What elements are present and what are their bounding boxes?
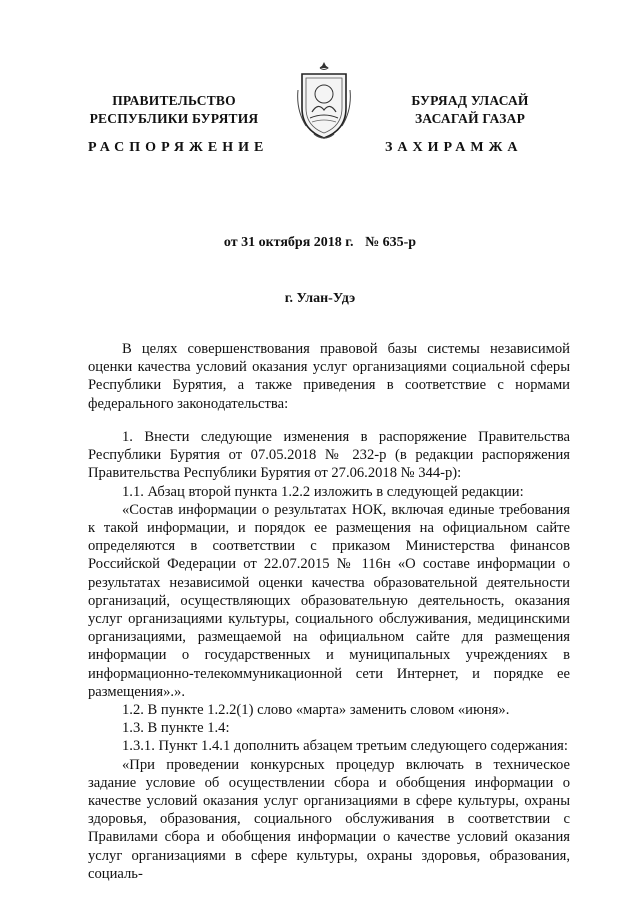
header-left-line2: РЕСПУБЛИКИ БУРЯТИЯ	[89, 111, 259, 126]
paragraph: «При проведении конкурсных процедур включать в техническое задание условие об осуществлении сбора и обобщения информации о качестве условий оказания услуг организациями в сфере культуры, охраны здоровья, образования, социального обслуживания в соответствии с Правилами сбора и обобщения информации о качестве условий оказания услуг организациями в сфере культуры, охраны здоровья, образования, социаль-	[88, 756, 570, 882]
order-title-ru: РАСПОРЯЖЕНИЕ	[88, 140, 269, 155]
coat-of-arms-emblem	[296, 60, 352, 142]
header-right-line1: БУРЯАД УЛАСАЙ	[411, 93, 529, 108]
document-date-line	[0, 235, 640, 251]
paragraph: 1.3. В пункте 1.4:	[122, 720, 230, 737]
header-right-line2: ЗАСАГАЙ ГАЗАР	[414, 111, 526, 126]
paragraph: 1.3.1. Пункт 1.4.1 дополнить абзацем третьим следующего содержания:	[122, 738, 568, 755]
document-date: от 31 октября 2018 г.	[223, 235, 354, 250]
document-city: г. Улан-Удэ	[284, 291, 356, 306]
header-left-line1: ПРАВИТЕЛЬСТВО	[112, 93, 236, 108]
document-body	[88, 428, 570, 883]
paragraph: 1. Внести следующие изменения в распоряжение Правительства Республики Бурятия от 07.05.2018 № 232-р (в редакции распоряжения Правительства Республики Бурятия от 27.06.2018 № 344-р):	[88, 429, 570, 482]
paragraph: В целях совершенствования правовой базы системы независимой оценки качества условий оказания услуг организациями социальной сферы Республики Бурятия, а также приведения в соответствие с нормами федерального законодательства:	[88, 341, 570, 412]
paragraph: 1.2. В пункте 1.2.2(1) слово «марта» заменить словом «июня».	[122, 702, 510, 719]
header-right	[360, 92, 580, 128]
header-left	[64, 92, 284, 128]
document-number: № 635-р	[365, 235, 417, 250]
order-title-bua: ЗАХИРАМЖА	[385, 140, 523, 155]
preamble	[88, 340, 570, 413]
paragraph: «Состав информации о результатах НОК, включая единые требования к такой информации, и порядок ее размещения на официальном сайте определяются в соответствии с приказом Министерства финансов Российской Федерации от 22.07.2015 № 116н «О составе информации о результатах независимой оценки качества образовательной деятельности организаций, осуществляющих образовательную деятельность, оказания услуг организациями культуры, социального обслуживания, медицинскими организациями, размещаемой на официальном сайте для размещения информации о государственных и муниципальных учреждениях в информационно-телекоммуникационной сети Интернет, и порядке ее размещения».».	[88, 501, 570, 700]
paragraph: 1.1. Абзац второй пункта 1.2.2 изложить в следующей редакции:	[122, 483, 524, 500]
